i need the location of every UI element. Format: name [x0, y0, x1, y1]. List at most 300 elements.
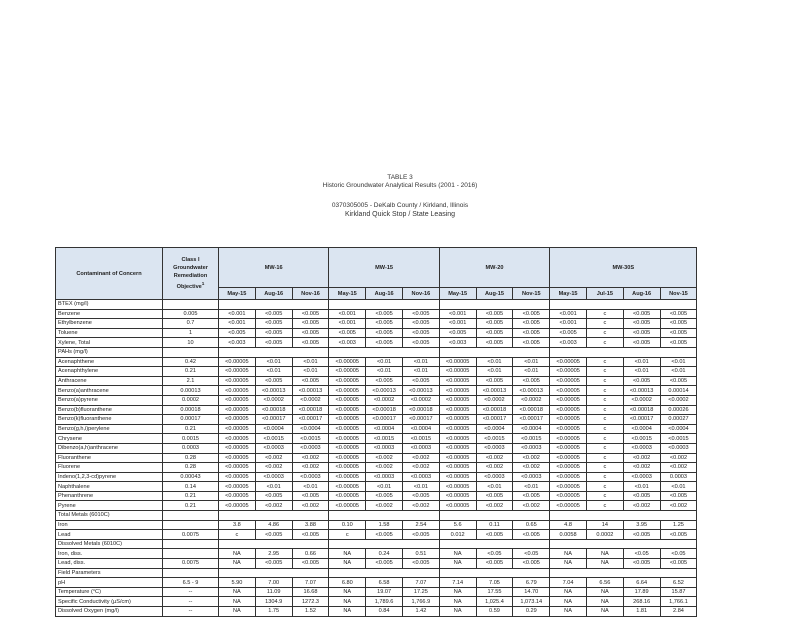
contaminant-name: Chrysene [56, 434, 163, 444]
result-value: <0.00005 [219, 357, 256, 367]
result-value: <0.0003 [476, 443, 513, 453]
result-value: <0.00017 [366, 415, 403, 425]
result-value: <0.01 [476, 357, 513, 367]
result-value: <0.00005 [439, 424, 476, 434]
result-value: <0.00018 [255, 405, 292, 415]
result-value: <0.005 [255, 328, 292, 338]
blank-cell [219, 511, 329, 521]
contaminant-name: Temperature (°C) [56, 587, 163, 597]
result-value: <0.00005 [550, 395, 587, 405]
sample-date-header: May-15 [550, 288, 587, 300]
objective-value: 0.21 [163, 491, 219, 501]
result-value: <0.00005 [439, 415, 476, 425]
result-value: <0.05 [660, 549, 697, 559]
blank-cell [439, 347, 549, 357]
result-value: <0.0003 [623, 443, 660, 453]
result-value: <0.00005 [550, 491, 587, 501]
result-value: 0.0058 [550, 530, 587, 540]
result-value: <0.00017 [476, 415, 513, 425]
result-value: <0.002 [660, 463, 697, 473]
result-value: <0.00005 [550, 367, 587, 377]
table-row [56, 443, 697, 453]
contaminant-name: Anthracene [56, 376, 163, 386]
result-value: 15.87 [660, 587, 697, 597]
contaminant-name: Iron, diss. [56, 549, 163, 559]
result-value: <0.00005 [219, 405, 256, 415]
result-value: <0.01 [623, 367, 660, 377]
result-value: <0.005 [623, 328, 660, 338]
result-value: <0.00005 [550, 357, 587, 367]
result-value: <0.00005 [550, 443, 587, 453]
site-name: Kirkland Quick Stop / State Leasing [344, 211, 456, 218]
blank-cell [219, 539, 329, 549]
result-value: c [586, 501, 623, 511]
contaminant-name: Benzene [56, 309, 163, 319]
table-row [56, 587, 697, 597]
result-value: 1,789.6 [366, 597, 403, 607]
result-value: <0.005 [476, 309, 513, 319]
blank-cell [163, 539, 219, 549]
sample-date-header: Aug-15 [476, 288, 513, 300]
result-value: <0.0003 [402, 443, 439, 453]
objective-value: 0.0015 [163, 434, 219, 444]
result-value: <0.001 [219, 309, 256, 319]
result-value: NA [550, 587, 587, 597]
result-value: NA [329, 559, 366, 569]
section-row [56, 300, 697, 310]
result-value: <0.05 [476, 549, 513, 559]
result-value: <0.003 [439, 338, 476, 348]
table-row [56, 376, 697, 386]
result-value: 7.00 [255, 578, 292, 588]
result-value: <0.005 [255, 309, 292, 319]
result-value: <0.002 [255, 463, 292, 473]
result-value: <0.00018 [623, 405, 660, 415]
result-value: 5.90 [219, 578, 256, 588]
result-value: <0.0002 [366, 395, 403, 405]
section-row [56, 568, 697, 578]
result-value: <0.005 [402, 328, 439, 338]
blank-cell [550, 347, 697, 357]
result-value: <0.005 [623, 309, 660, 319]
result-value: <0.00005 [329, 472, 366, 482]
result-value: NA [329, 607, 366, 617]
result-value: <0.00005 [329, 367, 366, 377]
table-row [56, 357, 697, 367]
result-value: <0.00005 [550, 472, 587, 482]
result-value: 0.65 [513, 520, 550, 530]
result-value: <0.003 [550, 338, 587, 348]
contaminant-name: Specific Conductivity (µS/cm) [56, 597, 163, 607]
result-value: <0.05 [513, 549, 550, 559]
result-value: <0.002 [476, 463, 513, 473]
result-value: <0.00018 [402, 405, 439, 415]
result-value: <0.0003 [292, 443, 329, 453]
contaminant-name: Lead, diss. [56, 559, 163, 569]
result-value: c [586, 415, 623, 425]
result-value: <0.005 [623, 376, 660, 386]
result-value: <0.005 [292, 338, 329, 348]
result-value: <0.00005 [329, 453, 366, 463]
objective-value: 0.0003 [163, 443, 219, 453]
section-row [56, 511, 697, 521]
result-value: NA [329, 549, 366, 559]
result-value: <0.00005 [329, 424, 366, 434]
result-value: c [586, 424, 623, 434]
result-value: NA [219, 607, 256, 617]
result-value: <0.01 [366, 357, 403, 367]
result-value: <0.002 [476, 453, 513, 463]
result-value: <0.0004 [513, 424, 550, 434]
table-row [56, 415, 697, 425]
result-value: <0.005 [513, 491, 550, 501]
result-value: <0.005 [476, 376, 513, 386]
table-row [56, 501, 697, 511]
result-value: 0.0002 [586, 530, 623, 540]
result-value: <0.00017 [623, 415, 660, 425]
result-value: <0.00005 [219, 395, 256, 405]
result-value: <0.005 [402, 338, 439, 348]
result-value: NA [586, 587, 623, 597]
result-value: <0.005 [402, 309, 439, 319]
result-value: c [586, 482, 623, 492]
result-value: <0.00005 [219, 501, 256, 511]
contaminant-name: Acenaphthene [56, 357, 163, 367]
result-value: <0.01 [660, 482, 697, 492]
result-value: <0.005 [660, 376, 697, 386]
result-value: 7.04 [550, 578, 587, 588]
objective-value: 0.00017 [163, 415, 219, 425]
result-value: <0.0002 [255, 395, 292, 405]
result-value: NA [550, 597, 587, 607]
result-value: <0.0015 [402, 434, 439, 444]
contaminant-name: Dibenzo(a,h)anthracene [56, 443, 163, 453]
result-value: <0.00005 [550, 463, 587, 473]
result-value: NA [586, 549, 623, 559]
result-value: c [586, 434, 623, 444]
contaminant-header: Contaminant of Concern [56, 248, 163, 300]
result-value: <0.00005 [439, 453, 476, 463]
result-value: <0.002 [402, 453, 439, 463]
result-value: <0.00005 [219, 491, 256, 501]
result-value: <0.00005 [439, 395, 476, 405]
table-row [56, 472, 697, 482]
result-value: <0.00005 [439, 405, 476, 415]
result-value: <0.01 [476, 482, 513, 492]
result-value: <0.00005 [219, 482, 256, 492]
result-value: <0.00005 [550, 453, 587, 463]
sample-date-header: Nov-16 [402, 288, 439, 300]
result-value: <0.005 [513, 376, 550, 386]
result-value: <0.00005 [329, 501, 366, 511]
objective-value: 0.00043 [163, 472, 219, 482]
objective-value: 0.14 [163, 482, 219, 492]
result-value: <0.005 [292, 530, 329, 540]
section-label: BTEX (mg/l) [56, 300, 163, 310]
result-value: <0.002 [366, 501, 403, 511]
result-value: <0.0015 [292, 434, 329, 444]
sample-date-header: May-15 [329, 288, 366, 300]
result-value: <0.01 [366, 482, 403, 492]
result-value: 11.09 [255, 587, 292, 597]
result-value: 1,073.14 [513, 597, 550, 607]
result-value: 2.84 [660, 607, 697, 617]
contaminant-name: Benzo(b)fluoranthene [56, 405, 163, 415]
result-value: 3.8 [219, 520, 256, 530]
result-value: 7.07 [402, 578, 439, 588]
result-value: NA [329, 597, 366, 607]
result-value: <0.00005 [329, 405, 366, 415]
result-value: <0.005 [476, 319, 513, 329]
contaminant-name: Indeno(1,2,3-cd)pyrene [56, 472, 163, 482]
objective-value: -- [163, 587, 219, 597]
result-value: <0.00013 [292, 386, 329, 396]
result-value: 4.86 [255, 520, 292, 530]
result-value: <0.01 [292, 367, 329, 377]
table-row [56, 395, 697, 405]
result-value: <0.0003 [255, 443, 292, 453]
result-value: <0.00018 [292, 405, 329, 415]
result-value: <0.005 [623, 530, 660, 540]
result-value: 7.14 [439, 578, 476, 588]
table-row [56, 319, 697, 329]
result-value: <0.0015 [513, 434, 550, 444]
section-row [56, 539, 697, 549]
result-value: 16.68 [292, 587, 329, 597]
result-value: 0.11 [476, 520, 513, 530]
result-value: <0.00005 [439, 443, 476, 453]
result-value: <0.0002 [623, 395, 660, 405]
result-value: <0.002 [623, 501, 660, 511]
blank-cell [329, 539, 439, 549]
result-value: <0.0004 [366, 424, 403, 434]
result-value: <0.005 [513, 309, 550, 319]
result-value: <0.00005 [329, 376, 366, 386]
result-value: <0.0002 [513, 395, 550, 405]
result-value: <0.00013 [402, 386, 439, 396]
result-value: <0.00017 [292, 415, 329, 425]
result-value: <0.002 [513, 501, 550, 511]
table-row [56, 530, 697, 540]
result-value: <0.0003 [292, 472, 329, 482]
result-value: c [586, 453, 623, 463]
result-value: NA [550, 559, 587, 569]
blank-cell [329, 300, 439, 310]
result-value: 6.80 [329, 578, 366, 588]
result-value: <0.005 [292, 309, 329, 319]
result-value: <0.00018 [513, 405, 550, 415]
result-value: <0.01 [292, 482, 329, 492]
result-value: 1.75 [255, 607, 292, 617]
result-value: <0.0002 [402, 395, 439, 405]
objective-value: 0.28 [163, 463, 219, 473]
result-value: <0.002 [660, 453, 697, 463]
result-value: <0.005 [623, 319, 660, 329]
result-value: <0.00005 [219, 463, 256, 473]
result-value: <0.00017 [255, 415, 292, 425]
sample-date-header: May-15 [439, 288, 476, 300]
result-value: NA [439, 549, 476, 559]
blank-cell [163, 511, 219, 521]
result-value: <0.00005 [219, 424, 256, 434]
result-value: <0.005 [255, 530, 292, 540]
table-row [56, 482, 697, 492]
result-value: c [586, 491, 623, 501]
table-row [56, 607, 697, 617]
result-value: <0.005 [660, 338, 697, 348]
result-value: NA [219, 597, 256, 607]
contaminant-name: Phenanthrene [56, 491, 163, 501]
table-row [56, 367, 697, 377]
result-value: <0.002 [255, 501, 292, 511]
blank-cell [329, 511, 439, 521]
result-value: <0.0003 [366, 472, 403, 482]
objective-value: 0.7 [163, 319, 219, 329]
well-header: MW-30S [550, 248, 697, 288]
result-value: c [586, 386, 623, 396]
table-row [56, 520, 697, 530]
blank-cell [550, 300, 697, 310]
result-value: <0.00005 [439, 357, 476, 367]
table-row [56, 424, 697, 434]
result-value: <0.005 [329, 328, 366, 338]
result-value: 0.10 [329, 520, 366, 530]
result-value: 1.52 [292, 607, 329, 617]
objective-value: 0.21 [163, 501, 219, 511]
section-label: Total Metals (6010C) [56, 511, 163, 521]
result-value: <0.005 [255, 491, 292, 501]
objective-value: 0.0002 [163, 395, 219, 405]
result-value: <0.005 [476, 491, 513, 501]
objective-value: 0.28 [163, 453, 219, 463]
result-value: <0.005 [292, 559, 329, 569]
result-value: NA [586, 597, 623, 607]
result-value: <0.002 [402, 463, 439, 473]
result-value: <0.01 [292, 357, 329, 367]
result-value: <0.005 [402, 491, 439, 501]
result-value: <0.0003 [513, 472, 550, 482]
result-value: <0.002 [292, 453, 329, 463]
result-value: <0.005 [366, 328, 403, 338]
blank-cell [550, 539, 697, 549]
result-value: c [586, 463, 623, 473]
result-value: <0.00005 [219, 415, 256, 425]
sample-date-header: Nov-15 [513, 288, 550, 300]
table-row [56, 597, 697, 607]
result-value: <0.01 [513, 482, 550, 492]
result-value: 6.79 [513, 578, 550, 588]
result-value: <0.005 [366, 376, 403, 386]
table-row [56, 463, 697, 473]
result-value: <0.005 [366, 530, 403, 540]
result-value: <0.005 [476, 328, 513, 338]
result-value: 4.8 [550, 520, 587, 530]
result-value: <0.01 [366, 367, 403, 377]
blank-cell [439, 511, 549, 521]
result-value: <0.005 [513, 319, 550, 329]
result-value: 17.89 [623, 587, 660, 597]
contaminant-name: Benzo(g,h,i)perylene [56, 424, 163, 434]
result-value: <0.0002 [476, 395, 513, 405]
result-value: <0.00005 [219, 472, 256, 482]
result-value: NA [329, 587, 366, 597]
objective-value: -- [163, 597, 219, 607]
result-value: <0.01 [402, 482, 439, 492]
result-value: <0.0004 [476, 424, 513, 434]
contaminant-name: Toluene [56, 328, 163, 338]
result-value: c [586, 376, 623, 386]
table-row [56, 559, 697, 569]
result-value: <0.002 [513, 463, 550, 473]
objective-value: 0.21 [163, 367, 219, 377]
result-value: <0.0004 [292, 424, 329, 434]
result-value: <0.00005 [219, 453, 256, 463]
result-value: <0.00005 [219, 386, 256, 396]
objective-value: 0.005 [163, 309, 219, 319]
objective-value: 0.42 [163, 357, 219, 367]
result-value: <0.00005 [329, 491, 366, 501]
sample-date-header: Aug-16 [255, 288, 292, 300]
contaminant-name: Benzo(k)fluoranthene [56, 415, 163, 425]
result-value: <0.00005 [329, 434, 366, 444]
result-value: <0.00005 [219, 367, 256, 377]
result-value: <0.002 [623, 463, 660, 473]
result-value: <0.00013 [623, 386, 660, 396]
result-value: c [586, 319, 623, 329]
result-value: NA [219, 559, 256, 569]
objective-value [163, 549, 219, 559]
result-value: <0.0015 [255, 434, 292, 444]
result-value: <0.005 [660, 319, 697, 329]
sample-date-header: Aug-16 [366, 288, 403, 300]
objective-value: 1 [163, 328, 219, 338]
objective-value: 0.00013 [163, 386, 219, 396]
result-value: <0.00013 [476, 386, 513, 396]
sample-date-header: May-15 [219, 288, 256, 300]
result-value: <0.01 [402, 357, 439, 367]
result-value: 5.6 [439, 520, 476, 530]
result-value: c [586, 357, 623, 367]
well-header: MW-20 [439, 248, 549, 288]
result-value: <0.00005 [550, 376, 587, 386]
result-value: 1,025.4 [476, 597, 513, 607]
result-value: <0.0003 [660, 443, 697, 453]
result-value: <0.00005 [219, 434, 256, 444]
result-value: <0.00013 [366, 386, 403, 396]
result-value: <0.005 [550, 328, 587, 338]
result-value: <0.005 [513, 338, 550, 348]
result-value: <0.001 [550, 319, 587, 329]
result-value: <0.005 [513, 559, 550, 569]
result-value: <0.00005 [329, 395, 366, 405]
objective-value: 10 [163, 338, 219, 348]
result-value: NA [550, 549, 587, 559]
blank-cell [439, 300, 549, 310]
result-value: <0.0003 [255, 472, 292, 482]
result-value: <0.00005 [439, 491, 476, 501]
result-value: NA [439, 607, 476, 617]
sample-date-header: Nov-16 [292, 288, 329, 300]
result-value: NA [586, 559, 623, 569]
result-value: <0.0015 [623, 434, 660, 444]
contaminant-name: Lead [56, 530, 163, 540]
result-value: <0.0015 [366, 434, 403, 444]
result-value: 3.95 [623, 520, 660, 530]
blank-cell [219, 300, 329, 310]
blank-cell [439, 568, 549, 578]
contaminant-name: Benzo(a)anthracene [56, 386, 163, 396]
table-title: Historic Groundwater Analytical Results (2001 - 2016) [322, 182, 478, 189]
